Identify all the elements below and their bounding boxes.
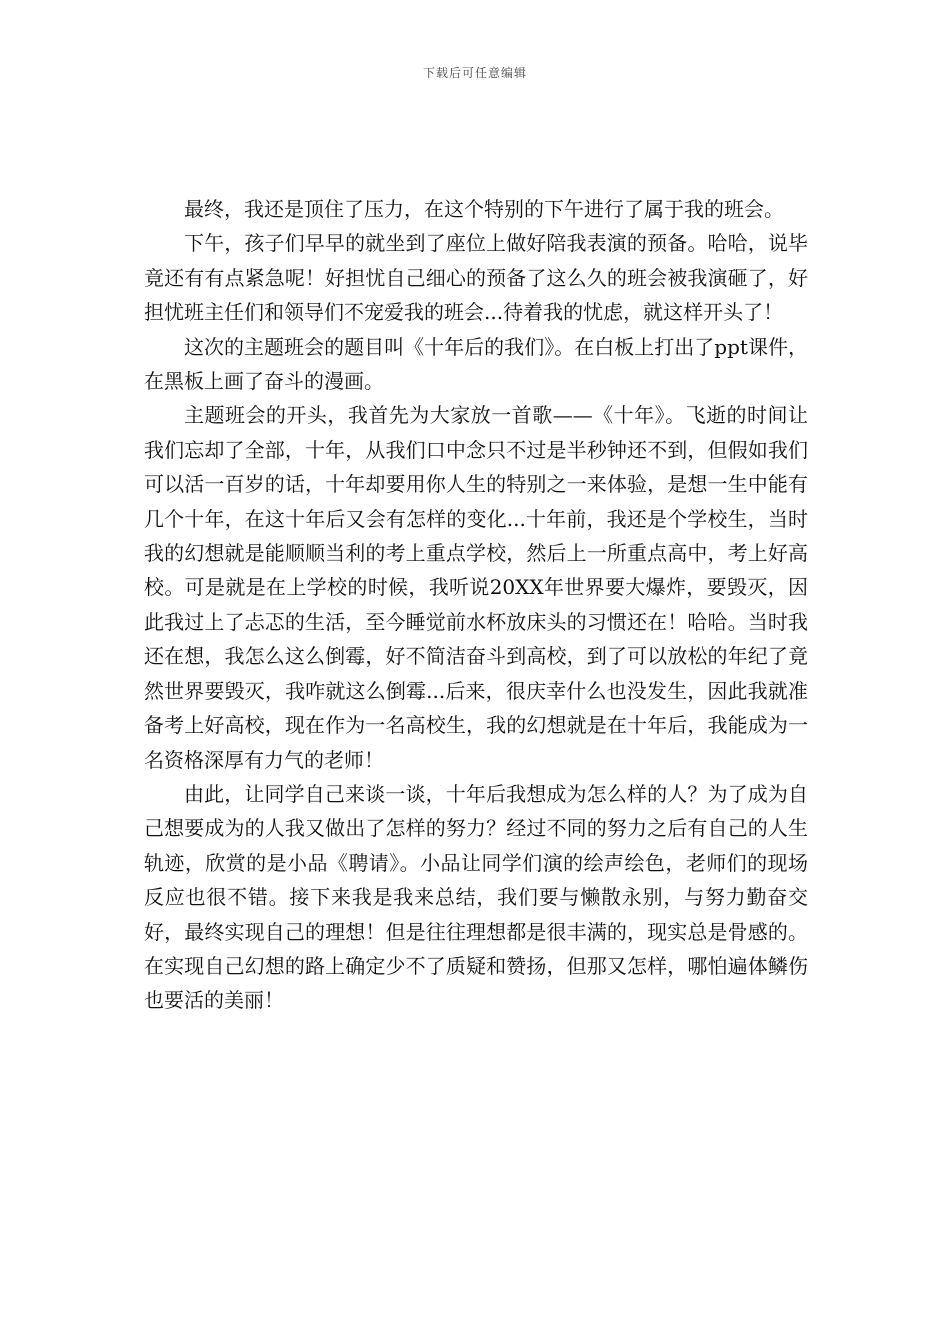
document-body (144, 192, 808, 1018)
paragraph-1: 最终，我还是顶住了压力，在这个特别的下午进行了属于我的班会。 (184, 197, 784, 221)
paragraph-5: 由此，让同学自己来谈一谈，十年后我想成为怎么样的人？为了成为自己想要成为的人我又做出了怎样的努力？经过不同的努力之后有自己的人生轨迹，欣赏的是小品《聘请》。小品让同学们演的绘声绘色，老师们的现场反应也很不错。接下来我是我来总结，我们要与懒散永别，与努力勤奋交好，最终实现自己的理想！但是往往理想都是很丰满的，现实总是骨感的。在实现自己幻想的路上确定少不了质疑和赞扬，但那又怎样，哪怕遍体鳞伤也要活的美丽！ (144, 781, 808, 1013)
page-header-note: 下载后可任意编辑 (422, 66, 527, 80)
paragraph-2: 下午，孩子们早早的就坐到了座位上做好陪我表演的预备。哈哈，说毕竟还有有点紧急呢！好担忧自己细心的预备了这么久的班会被我演砸了，好担忧班主任们和领导们不宠爱我的班会...待着我的忧虑，就这样开头了！ (144, 231, 808, 325)
paragraph-4: 主题班会的开头，我首先为大家放一首歌——《十年》。飞逝的时间让我们忘却了全部，十年，从我们口中念只不过是半秒钟还不到，但假如我们可以活一百岁的话，十年却要用你人生的特别之一来体验，是想一生中能有几个十年，在这十年后又会有怎样的变化...十年前，我还是个学校生，当时我的幻想就是能顺顺当利的考上重点学校，然后上一所重点高中，考上好高校。可是就是在上学校的时候，我听说20XX年世界要大爆炸，要毁灭，因此我过上了忐忑的生活，至今睡觉前水杯放床头的习惯还在！哈哈。当时我还在想，我怎么这么倒霉，好不简洁奋斗到高校，到了可以放松的年纪了竟然世界要毁灭，我咋就这么倒霉...后来，很庆幸什么也没发生，因此我就准备考上好高校，现在作为一名高校生，我的幻想就是在十年后，我能成为一名资格深厚有力气的老师！ (144, 403, 808, 772)
paragraph-3: 这次的主题班会的题目叫《十年后的我们》。在白板上打出了ppt课件，在黑板上画了奋斗的漫画。 (144, 334, 808, 394)
